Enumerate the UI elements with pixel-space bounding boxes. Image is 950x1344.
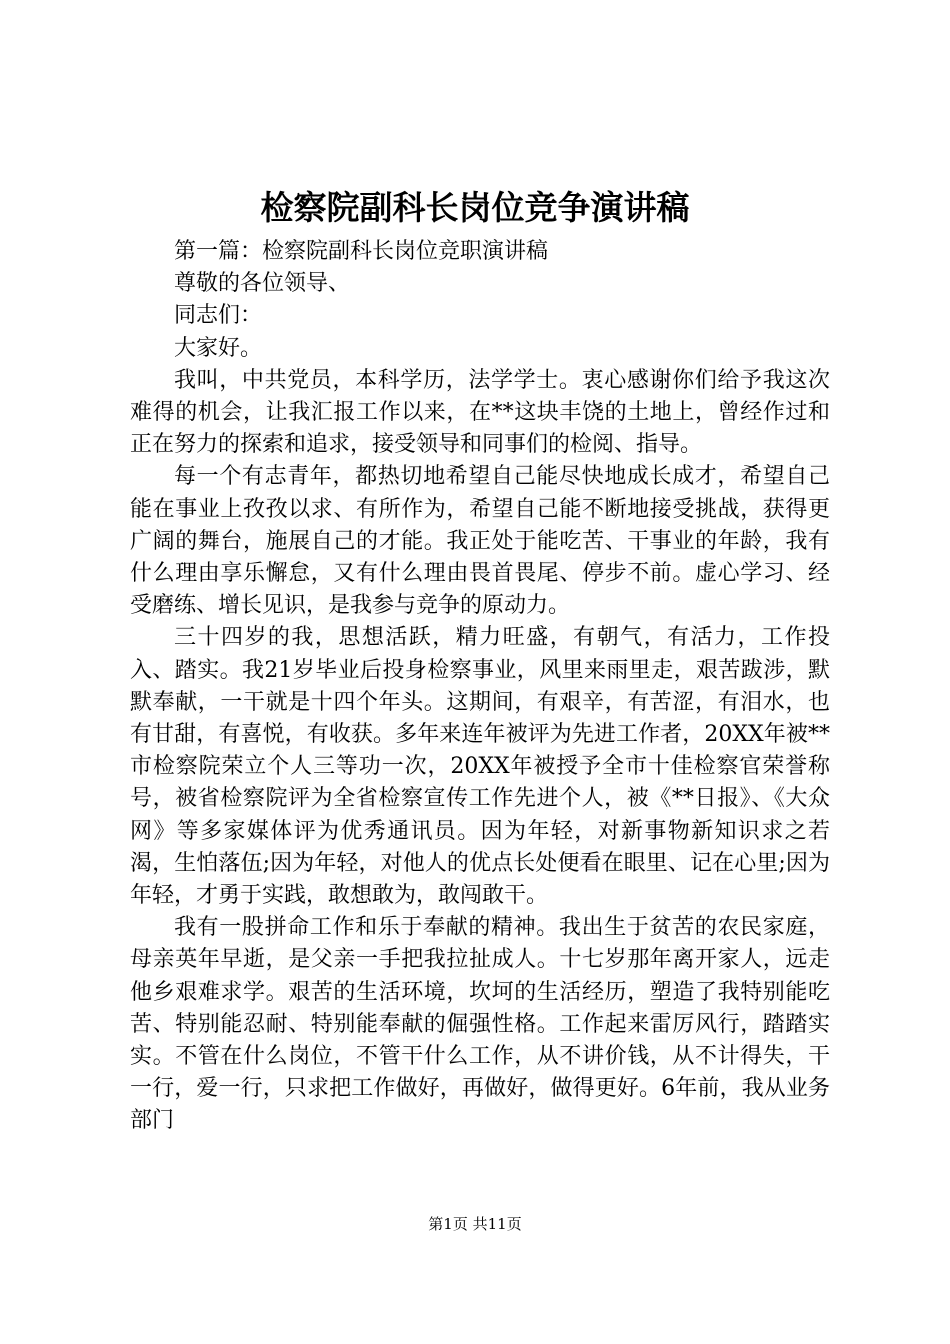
paragraph: 第一篇：检察院副科长岗位竞职演讲稿	[174, 239, 549, 264]
paragraph: 我有一股拼命工作和乐于奉献的精神。我出生于贫苦的农民家庭，母亲英年早逝，是父亲一手把我拉扯成人。十七岁那年离开家人，远走他乡艰难求学。艰苦的生活环境，坎坷的生活经历，塑造了我特别能吃苦、特别能忍耐、特别能奉献的倔强性格。工作起来雷厉风行，踏踏实实。不管在什么岗位，不管干什么工作，从不讲价钱，从不计得失，干一行，爱一行，只求把工作做好，再做好，做得更好。6年前，我从业务部门	[130, 915, 830, 1134]
paragraph: 尊敬的各位领导、	[174, 271, 351, 297]
page-footer	[0, 1212, 950, 1236]
paragraph: 大家好。	[174, 335, 263, 361]
document-body	[130, 236, 830, 1138]
page-number: 第1页	[428, 1215, 468, 1233]
paragraph: 我叫，中共党员，本科学历，法学学士。衷心感谢你们给予我这次难得的机会，让我汇报工作以来，在**这块丰饶的土地上，曾经作过和正在努力的探索和追求，接受领导和同事们的检阅、指导。	[130, 367, 830, 458]
paragraph: 同志们：	[174, 303, 263, 329]
paragraph: 三十四岁的我，思想活跃，精力旺盛，有朝气，有活力，工作投入、踏实。我21岁毕业后投身检察事业，风里来雨里走，艰苦跋涉，默默奉献，一干就是十四个年头。这期间，有艰辛，有苦涩，有泪水，也有甘甜，有喜悦，有收获。多年来连年被评为先进工作者，20XX年被**市检察院荣立个人三等功一次，20XX年被授予全市十佳检察官荣誉称号，被省检察院评为全省检察宣传工作先进个人，被《**日报》、《大众网》等多家媒体评为优秀通讯员。因为年轻，对新事物新知识求之若渴，生怕落伍;因为年轻，对他人的优点长处便看在眼里、记在心里;因为年轻，才勇于实践，敢想敢为，敢闯敢干。	[130, 625, 830, 909]
page-total: 共11页	[472, 1215, 522, 1233]
document-title: 检察院副科长岗位竞争演讲稿	[260, 188, 690, 227]
paragraph: 每一个有志青年，都热切地希望自己能尽快地成长成才，希望自己能在事业上孜孜以求、有所作为，希望自己能不断地接受挑战，获得更广阔的舞台，施展自己的才能。我正处于能吃苦、干事业的年龄，我有什么理由享乐懈怠，又有什么理由畏首畏尾、停步不前。虚心学习、经受磨练、增长见识，是我参与竞争的原动力。	[130, 464, 830, 619]
